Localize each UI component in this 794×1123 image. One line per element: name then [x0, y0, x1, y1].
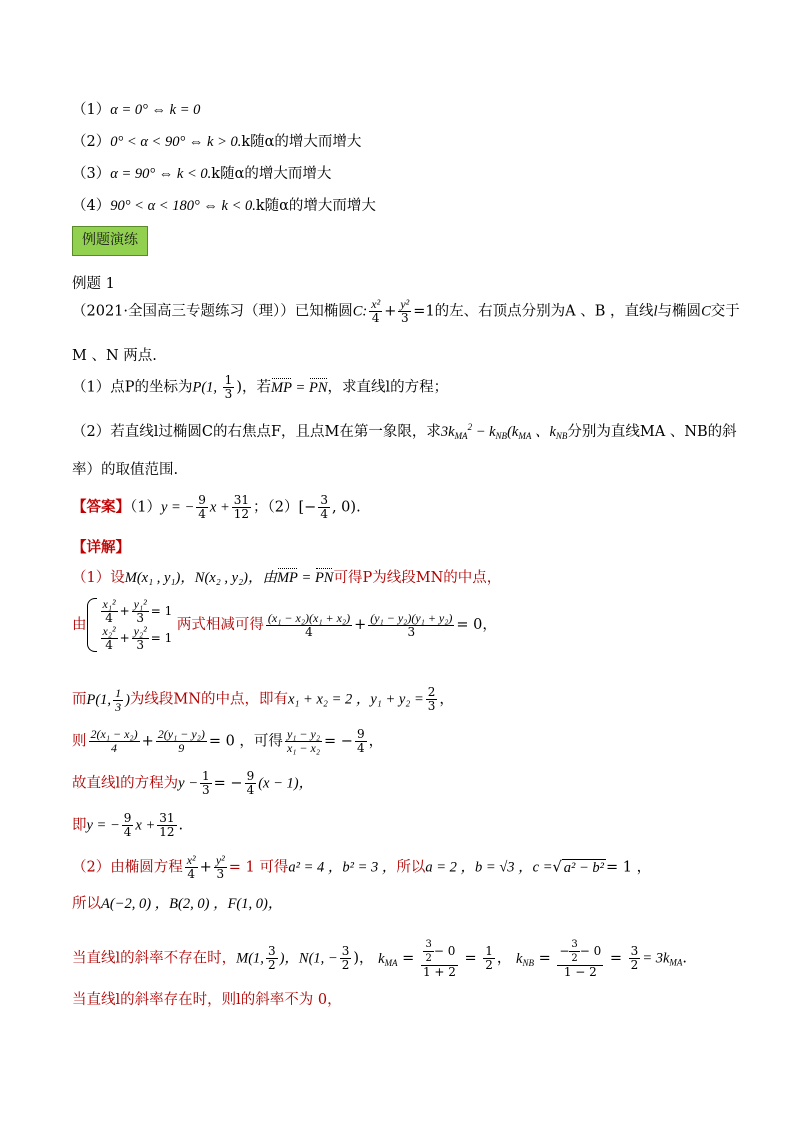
example-title: 例题 1 [72, 276, 115, 292]
solution-line-10: 当直线l的斜率存在时，则l的斜率不为 0， [72, 992, 342, 1008]
solution-line-3: 而P(1, $\frac{1}{3}$ )为线段MN的中点，即有x₁ + x₂ = 2 ，y₁ + y₂ = $\frac{2}{3}$ ， [72, 685, 454, 714]
problem-line-1: （2021·全国高三专题练习（理））已知椭圆C: $\frac{\text{x²}}{4}$ + $\frac{\text{y²}}{3}$ =1的左、右顶点分别为A 、B ，直线l与椭圆C交于 [72, 297, 740, 325]
solution-line-8: 所以A(−2, 0) ，B(2, 0) ，F(1, 0)， [72, 896, 283, 912]
answer-line: 【答案】（1）y = − $\frac{9}{4}$ x + $\frac{31}{12}$ ；（2）[− $\frac{3}{4}$ , 0). [72, 493, 361, 521]
solution-line-7: （2）由椭圆方程 $\frac{\text{x²}}{4}$ + $\frac{\text{y²}}{3}$ = 1 可得a² = 4 ，b² = 3 ，所以a = 2 ，b = √3 ，c =√ a² − b² = 1 ， [72, 853, 652, 881]
solution-line-2: 由 $\frac{\text{x₁²}}{4}$ + $\frac{\text{y₁²}}{3}$ = 1 $\frac{\text{x₂²}}{4}$ + $\frac{\text{y₂²}}{3}$ = 1 两式相减可得 $\frac{\text{(x₁ − x₂)(x₁ + x₂)}}{4}$ + $\frac{\text{(y₁ − y₂)(y₁ + y₂)}}{3}$ = 0， [72, 597, 497, 652]
rule-3: （3）α = 90° ⇔ k < 0.k随α的增大而增大 [72, 166, 332, 182]
equation-system: $\frac{\text{x₁²}}{4}$ + $\frac{\text{y₁²}}{3}$ = 1 $\frac{\text{x₂²}}{4}$ + $\frac{\text{y₂²}}{3}$ = 1 [87, 598, 173, 652]
solution-line-4: 则 $\frac{\text{2(x₁ − x₂)}}{4}$ + $\frac{\text{2(y₁ − y₂)}}{9}$ = 0 ，可得 $\frac{\text{y₁ − y₂}}{\text{x₁ − x₂}}$ = − $\frac{9}{4}$ ， [72, 727, 384, 755]
detail-label: 【详解】 [72, 539, 130, 556]
solution-line-1: （1）设M(x₁ , y₁)，N(x₂ , y₂)，由MP = PN可得P为线段MN的中点， [72, 570, 502, 586]
problem-part-2-cont: 率）的取值范围. [72, 462, 179, 478]
rule-1: （1）α = 0° ⇔ k = 0 [72, 102, 201, 118]
problem-part-1: （1）点P的坐标为P(1, $\frac{1}{3}$ )，若MP = PN，求直线l的方程； [72, 373, 449, 401]
problem-part-2: （2）若直线l过椭圆C的右焦点F，且点M在第一象限，求$3k_{MA}^2 - k_{NB}(k_{MA}$ 、$k_{NB}$分别为直线MA 、NB的斜 [72, 422, 737, 441]
solution-line-9: 当直线l的斜率不存在时，M(1, $\frac{3}{2}$ )，N(1, − $\frac{3}{2}$ )， $k_{MA}$ = $\frac{3}{2}$ − 0 1 + 2 = $\frac{1}{2}$ ， $k_{NB}$ = − $\frac{3}{2}$ − 0 1 − 2 = $\frac{3}{2}$ = $3k_{MA}$. [72, 939, 688, 979]
solution-line-5: 故直线l的方程为y − $\frac{1}{3}$ = − $\frac{9}{4}$ (x − 1)， [72, 769, 314, 797]
solution-line-6: 即y = − $\frac{9}{4}$ x + $\frac{31}{12}$ . [72, 811, 184, 839]
rule-4: （4）90° < α < 180° ⇔ k < 0.k随α的增大而增大 [72, 198, 376, 214]
section-tag: 例题演练 [72, 226, 148, 256]
rule-2: （2）0° < α < 90° ⇔ k > 0.k随α的增大而增大 [72, 134, 362, 150]
problem-line-2: M 、N 两点. [72, 348, 157, 364]
